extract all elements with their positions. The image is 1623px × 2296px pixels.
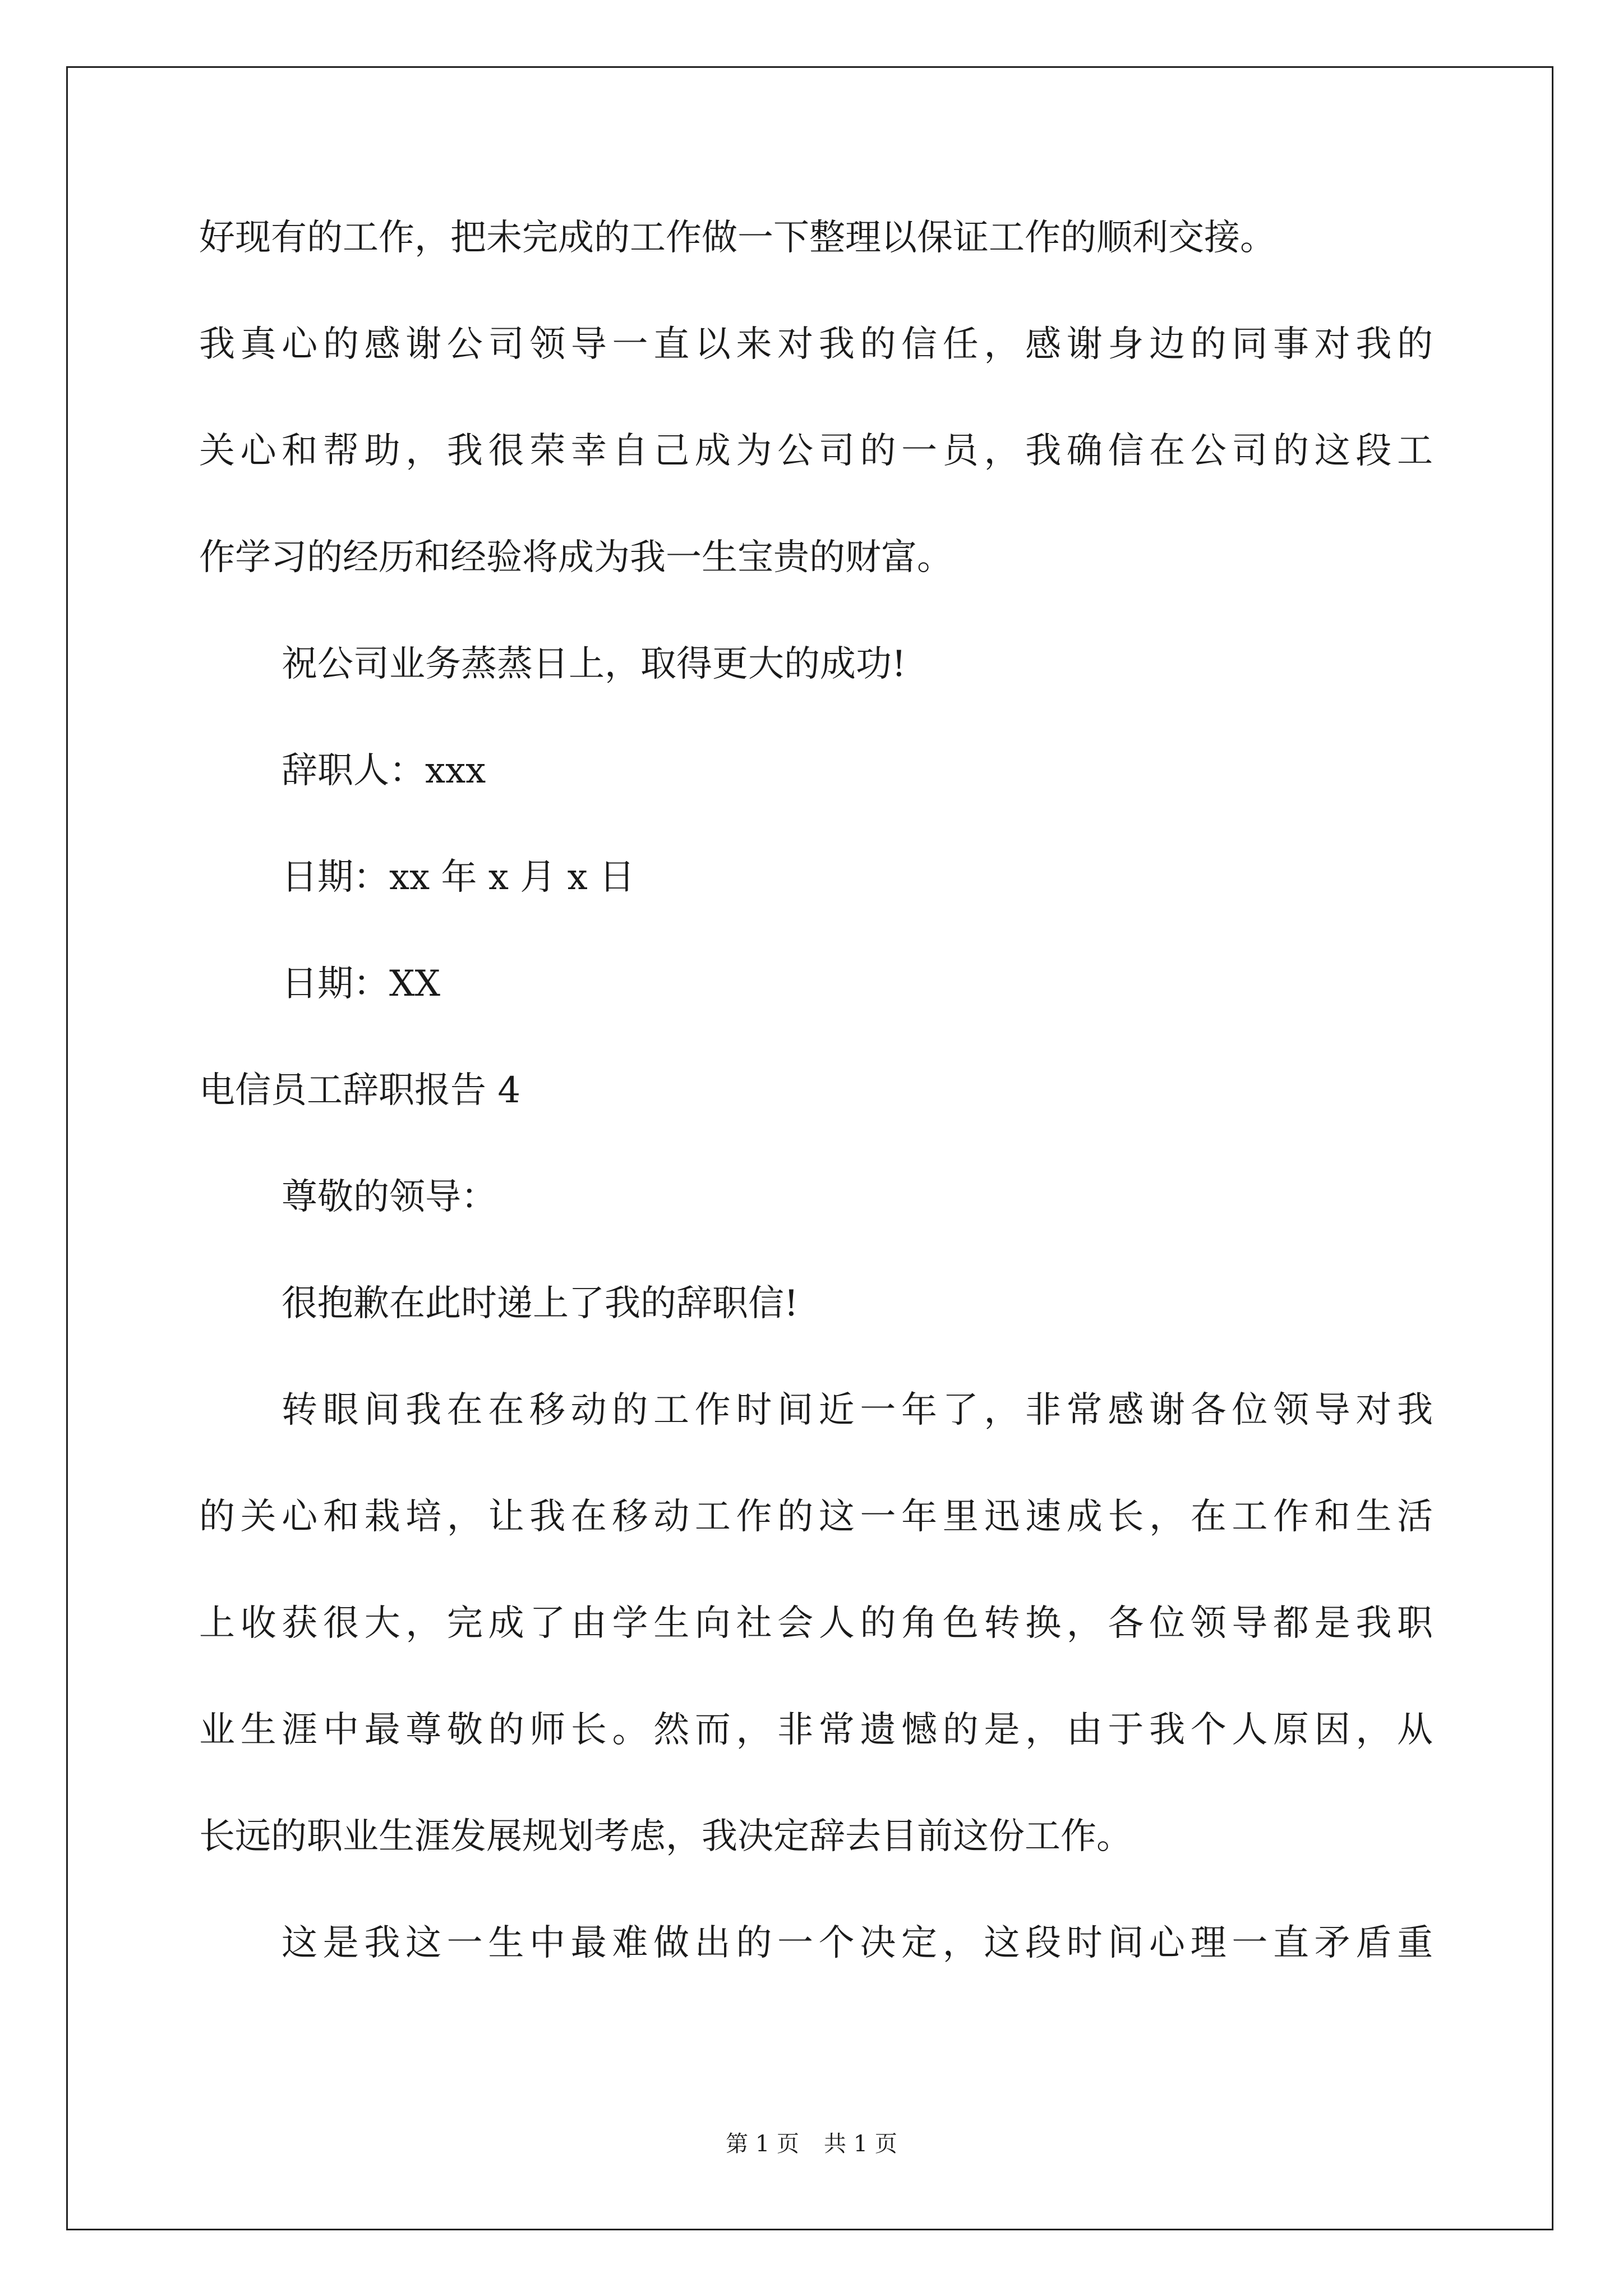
signature-line: 辞职人：xxx <box>282 750 486 792</box>
section-heading: 电信员工辞职报告 4 <box>199 1070 521 1111</box>
page-footer <box>0 2133 1623 2155</box>
salutation: 尊敬的领导： <box>282 1176 497 1218</box>
paragraph-line: 业生涯中最尊敬的师长。然而，非常遗憾的是，由于我个人原因，从 <box>199 1709 1433 1751</box>
date-line: 日期：XX <box>282 963 441 1005</box>
page-total: 共 1 页 <box>824 2131 897 2157</box>
paragraph-line: 关心和帮助，我很荣幸自己成为公司的一员，我确信在公司的这段工 <box>199 430 1433 472</box>
paragraph-line: 长远的职业生涯发展规划考虑，我决定辞去目前这份工作。 <box>199 1816 1132 1857</box>
paragraph-line: 祝公司业务蒸蒸日上，取得更大的成功! <box>282 643 906 685</box>
paragraph-line: 这是我这一生中最难做出的一个决定，这段时间心理一直矛盾重 <box>282 1922 1433 1964</box>
paragraph-line: 上收获很大，完成了由学生向社会人的角色转换，各位领导都是我职 <box>199 1603 1433 1644</box>
page-number: 第 1 页 <box>726 2131 799 2157</box>
paragraph-line: 我真心的感谢公司领导一直以来对我的信任，感谢身边的同事对我的 <box>199 324 1433 365</box>
paragraph-line: 的关心和栽培，让我在移动工作的这一年里迅速成长，在工作和生活 <box>199 1496 1433 1538</box>
page-border <box>66 66 1553 2230</box>
paragraph-line: 作学习的经历和经验将成为我一生宝贵的财富。 <box>199 537 953 578</box>
paragraph-line: 很抱歉在此时递上了我的辞职信! <box>282 1283 799 1324</box>
date-line: 日期：xx 年 x 月 x 日 <box>282 857 635 898</box>
paragraph-line: 好现有的工作，把未完成的工作做一下整理以保证工作的顺利交接。 <box>199 217 1276 259</box>
paragraph-line: 转眼间我在在移动的工作时间近一年了，非常感谢各位领导对我 <box>282 1389 1433 1431</box>
